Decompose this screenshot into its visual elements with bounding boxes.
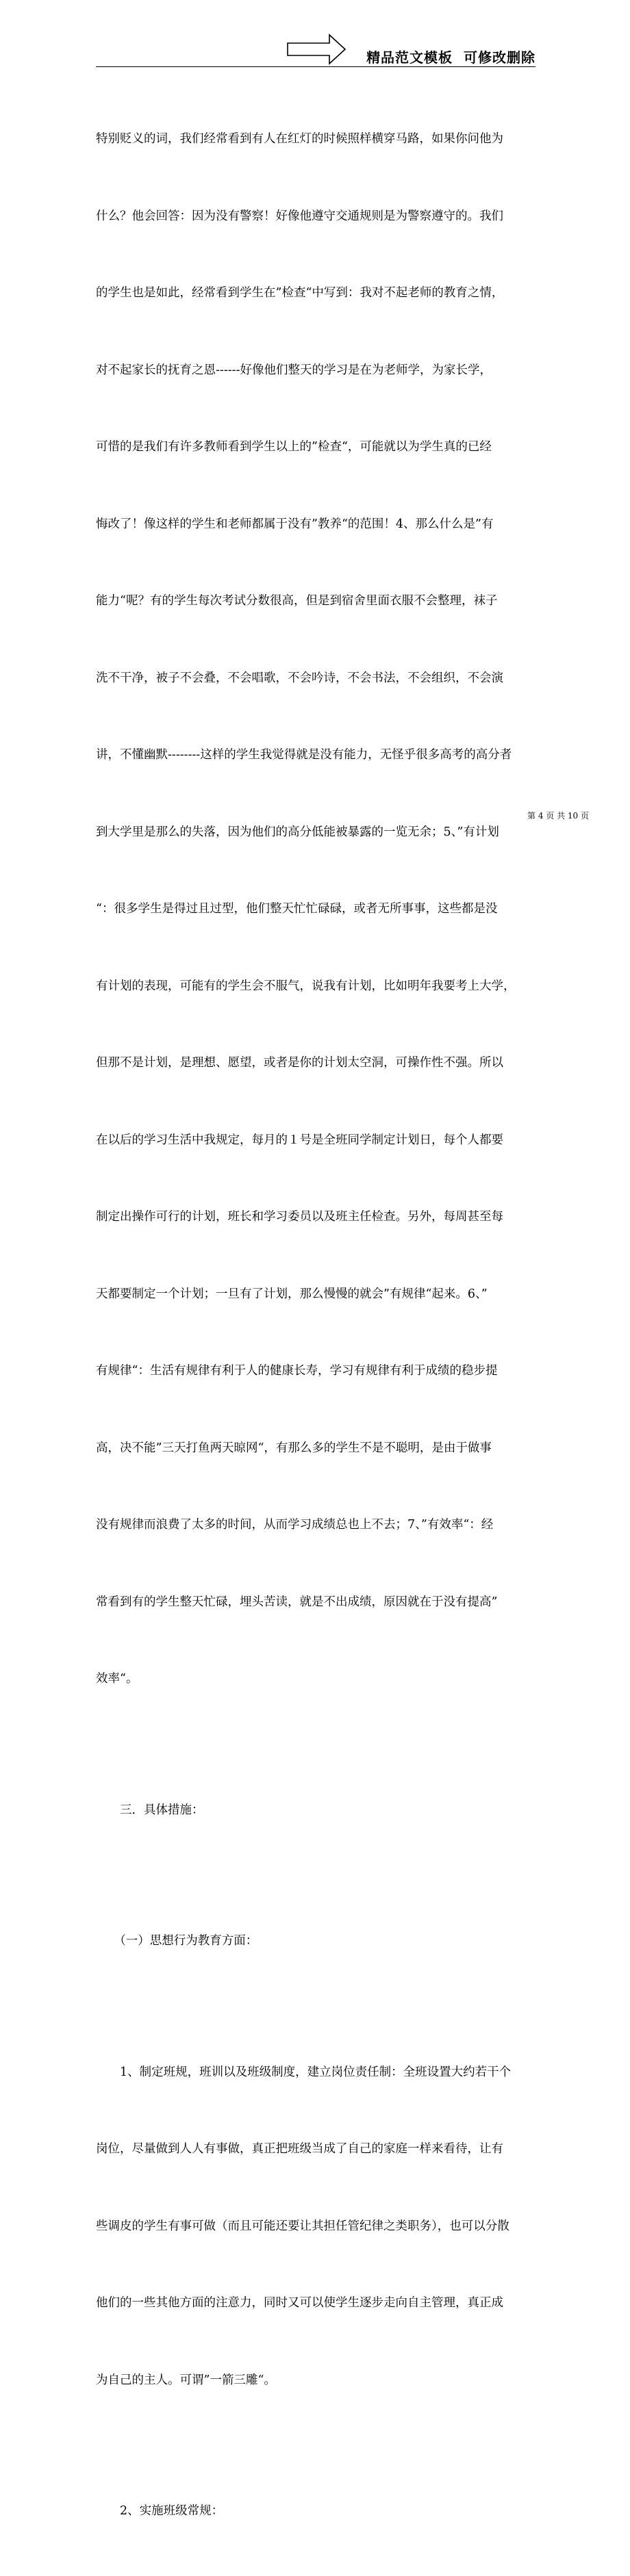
text-line: 什么？他会回答：因为没有警察！好像他遵守交通规则是为警察遵守的。我们 — [96, 209, 503, 223]
section-heading-text: 三．具体措施： — [96, 1803, 204, 1817]
text-line: 没有规律而浪费了太多的时间，从而学习成绩总也上不去；7、”有效率“：经 — [96, 1518, 494, 1532]
document-body — [96, 75, 536, 2576]
text-line: 洗不干净，被子不会叠，不会唱歌，不会吟诗，不会书法，不会组织，不会演 — [96, 671, 503, 685]
text-line: 有规律“：生活有规律有利于人的健康长寿，学习有规律有利于成绩的稳步提 — [96, 1364, 498, 1378]
text-line: 悔改了！像这样的学生和老师都属于没有”教养“的范围！4、那么什么是”有 — [96, 517, 494, 531]
header-divider — [96, 66, 536, 67]
subsection-heading-text: （一）思想行为教育方面： — [96, 1934, 258, 1948]
page-header — [96, 34, 536, 67]
text-line: 常看到有的学生整天忙碌，埋头苦读，就是不出成绩，原因就在于没有提高” — [96, 1595, 498, 1609]
item-2-heading — [96, 2447, 536, 2576]
text-line: 的学生也是如此，经常看到学生在”检查“中写到：我对不起老师的教育之情， — [96, 286, 504, 300]
header-title: 精品范文模板 可修改删除 — [366, 49, 536, 66]
text-line: 对不起家长的抚育之恩------好像他们整天的学习是在为老师学，为家长学， — [96, 363, 492, 377]
subsection-heading — [96, 1877, 536, 2006]
text-line: 制定出操作可行的计划，班长和学习委员以及班主任检查。另外，每周甚至每 — [96, 1210, 503, 1224]
text-line: 他们的一些其他方面的注意力，同时又可以使学生逐步走向自主管理，真正成 — [96, 2296, 503, 2310]
text-line: 可惜的是我们有许多教师看到学生以上的”检查“，可能就以为学生真的已经 — [96, 440, 492, 454]
text-line: 讲，不懂幽默--------这样的学生我觉得就是没有能力，无怪乎很多高考的高分者 — [96, 748, 512, 762]
paragraph-2 — [96, 2009, 536, 2445]
item-2-heading-text: 2、实施班级常规： — [96, 2504, 224, 2518]
text-line: 有计划的表现，可能有的学生会不服气，说我有计划，比如明年我要考上大学， — [96, 979, 516, 993]
text-line: 效率“。 — [96, 1672, 138, 1686]
text-line: 能力“呢？有的学生每次考试分数很高，但是到宿舍里面衣服不会整理，袜子 — [96, 594, 498, 608]
text-line: 岗位，尽量做到人人有事做，真正把班级当成了自己的家庭一样来看待，让有 — [96, 2142, 503, 2156]
text-line: “：很多学生是得过且过型，他们整天忙忙碌碌，或者无所事事，这些都是没 — [96, 902, 498, 916]
paragraph-1 — [96, 75, 536, 1744]
text-line: 特别贬义的词，我们经常看到有人在红灯的时候照样横穿马路，如果你问他为 — [96, 132, 503, 146]
text-line: 1、制定班规，班训以及班级制度，建立岗位责任制：全班设置大约若干个 — [96, 2065, 512, 2079]
arrow-right-icon — [287, 34, 346, 64]
text-line: 但那不是计划，是理想、愿望，或者是你的计划太空洞，可操作性不强。所以 — [96, 1056, 503, 1070]
text-line: 天都要制定一个计划；一旦有了计划，那么慢慢的就会”有规律“起来。6、” — [96, 1287, 488, 1301]
section-heading — [96, 1747, 536, 1875]
text-line: 到大学里是那么的失落，因为他们的高分低能被暴露的一览无余；5、”有计划 — [96, 825, 499, 839]
text-line: 高，决不能”三天打鱼两天晾网“，有那么多的学生不是不聪明，是由于做事 — [96, 1441, 492, 1455]
text-line: 为自己的主人。可谓”一箭三雕“。 — [96, 2373, 276, 2387]
text-line: 在以后的学习生活中我规定，每月的１号是全班同学制定计划日，每个人都要 — [96, 1133, 503, 1147]
text-line: 些调皮的学生有事可做（而且可能还要让其担任管纪律之类职务），也可以分散 — [96, 2219, 509, 2233]
page-number: 第 4 页 共 10 页 — [527, 811, 589, 821]
